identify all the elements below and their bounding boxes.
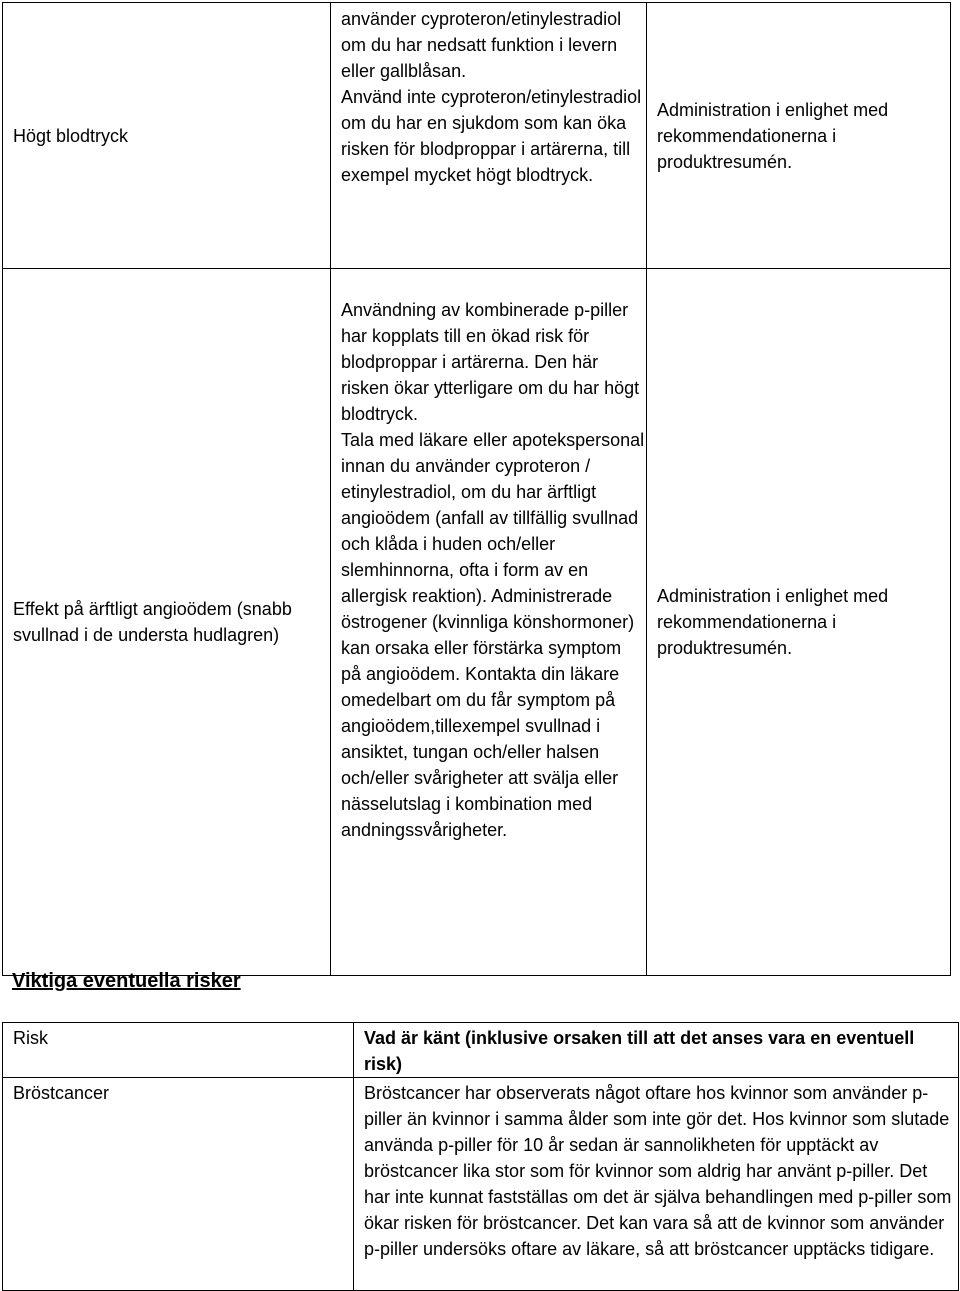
section-heading: Viktiga eventuella risker bbox=[12, 970, 241, 992]
table-header-row bbox=[3, 1023, 959, 1078]
risk-measure-cell bbox=[647, 269, 951, 976]
risk-measure: Administration i enlighet med rekommendationerna i produktresumén. bbox=[657, 586, 889, 658]
risk-label-cell bbox=[3, 3, 331, 269]
table-row bbox=[3, 3, 951, 269]
table-row bbox=[3, 269, 951, 976]
column-header-risk bbox=[3, 1023, 354, 1078]
column-header-known bbox=[354, 1023, 959, 1078]
description-paragraph: använder cyproteron/etinylestradiol om du har nedsatt funktion i levern eller gallblåsan. bbox=[341, 9, 622, 81]
risk-known-text: Bröstcancer har observerats något oftare hos kvinnor som använder p-piller än kvinnor i samma ålder som inte gör det. Hos kvinnor som slutade använda p-piller för 10 år sedan är sannolikheten för upptäckt av bröstcancer lika stor som för kvinnor som aldrig har använt p-piller. Det har inte kunnat fastställas om det är själva behandlingen med p-piller som ökar risken för bröstcancer. Det kan vara så att de kvinnor som använder p-piller undersöks oftare av läkare, så att bröstcancer upptäcks tidigare. bbox=[364, 1083, 952, 1259]
risk-label-cell bbox=[3, 269, 331, 976]
description-paragraph: Användning av kombinerade p-piller har kopplats till en ökad risk för blodproppar i artärerna. Den här risken ökar ytterligare om du har högt blodtryck. bbox=[341, 300, 640, 424]
risk-header-label: Risk bbox=[13, 1028, 48, 1048]
known-header-label: Vad är känt (inklusive orsaken till att det anses vara en eventuell risk) bbox=[364, 1028, 915, 1074]
table-row bbox=[3, 1078, 959, 1291]
risk-label: Effekt på ärftligt angioödem (snabb svullnad i de understa hudlagren) bbox=[13, 599, 292, 645]
risk-name-cell bbox=[3, 1078, 354, 1291]
risk-label: Högt blodtryck bbox=[13, 125, 129, 146]
risk-name: Bröstcancer bbox=[13, 1083, 110, 1103]
risk-known-cell bbox=[354, 1078, 959, 1291]
description-paragraph: Använd inte cyproteron/etinylestradiol om du har en sjukdom som kan öka risken för blodproppar i artärerna, till exempel mycket högt blodtryck. bbox=[341, 87, 642, 185]
risk-measure-cell bbox=[647, 3, 951, 269]
risk-description-cell bbox=[331, 3, 647, 269]
important-risks-table bbox=[2, 1022, 959, 1291]
description-paragraph: Tala med läkare eller apotekspersonal innan du använder cyproteron / etinylestradiol, om du har ärftligt angioödem (anfall av tillfällig svullnad och klåda i huden och/eller slemhinnorna, ofta i form av en allergisk reaktion). Administrerade östrogener (kvinnliga könshormoner) kan orsaka eller förstärka symptom på angioödem. Kontakta din läkare omedelbart om du får symptom på angioödem,tillexempel svullnad i ansiktet, tungan och/eller halsen och/eller svårigheter att svälja eller nässelutslag i kombination med andningssvårigheter. bbox=[341, 430, 645, 840]
risk-measure: Administration i enlighet med rekommendationerna i produktresumén. bbox=[657, 99, 889, 172]
risk-description-cell bbox=[331, 269, 647, 976]
risk-measures-table bbox=[2, 2, 951, 976]
